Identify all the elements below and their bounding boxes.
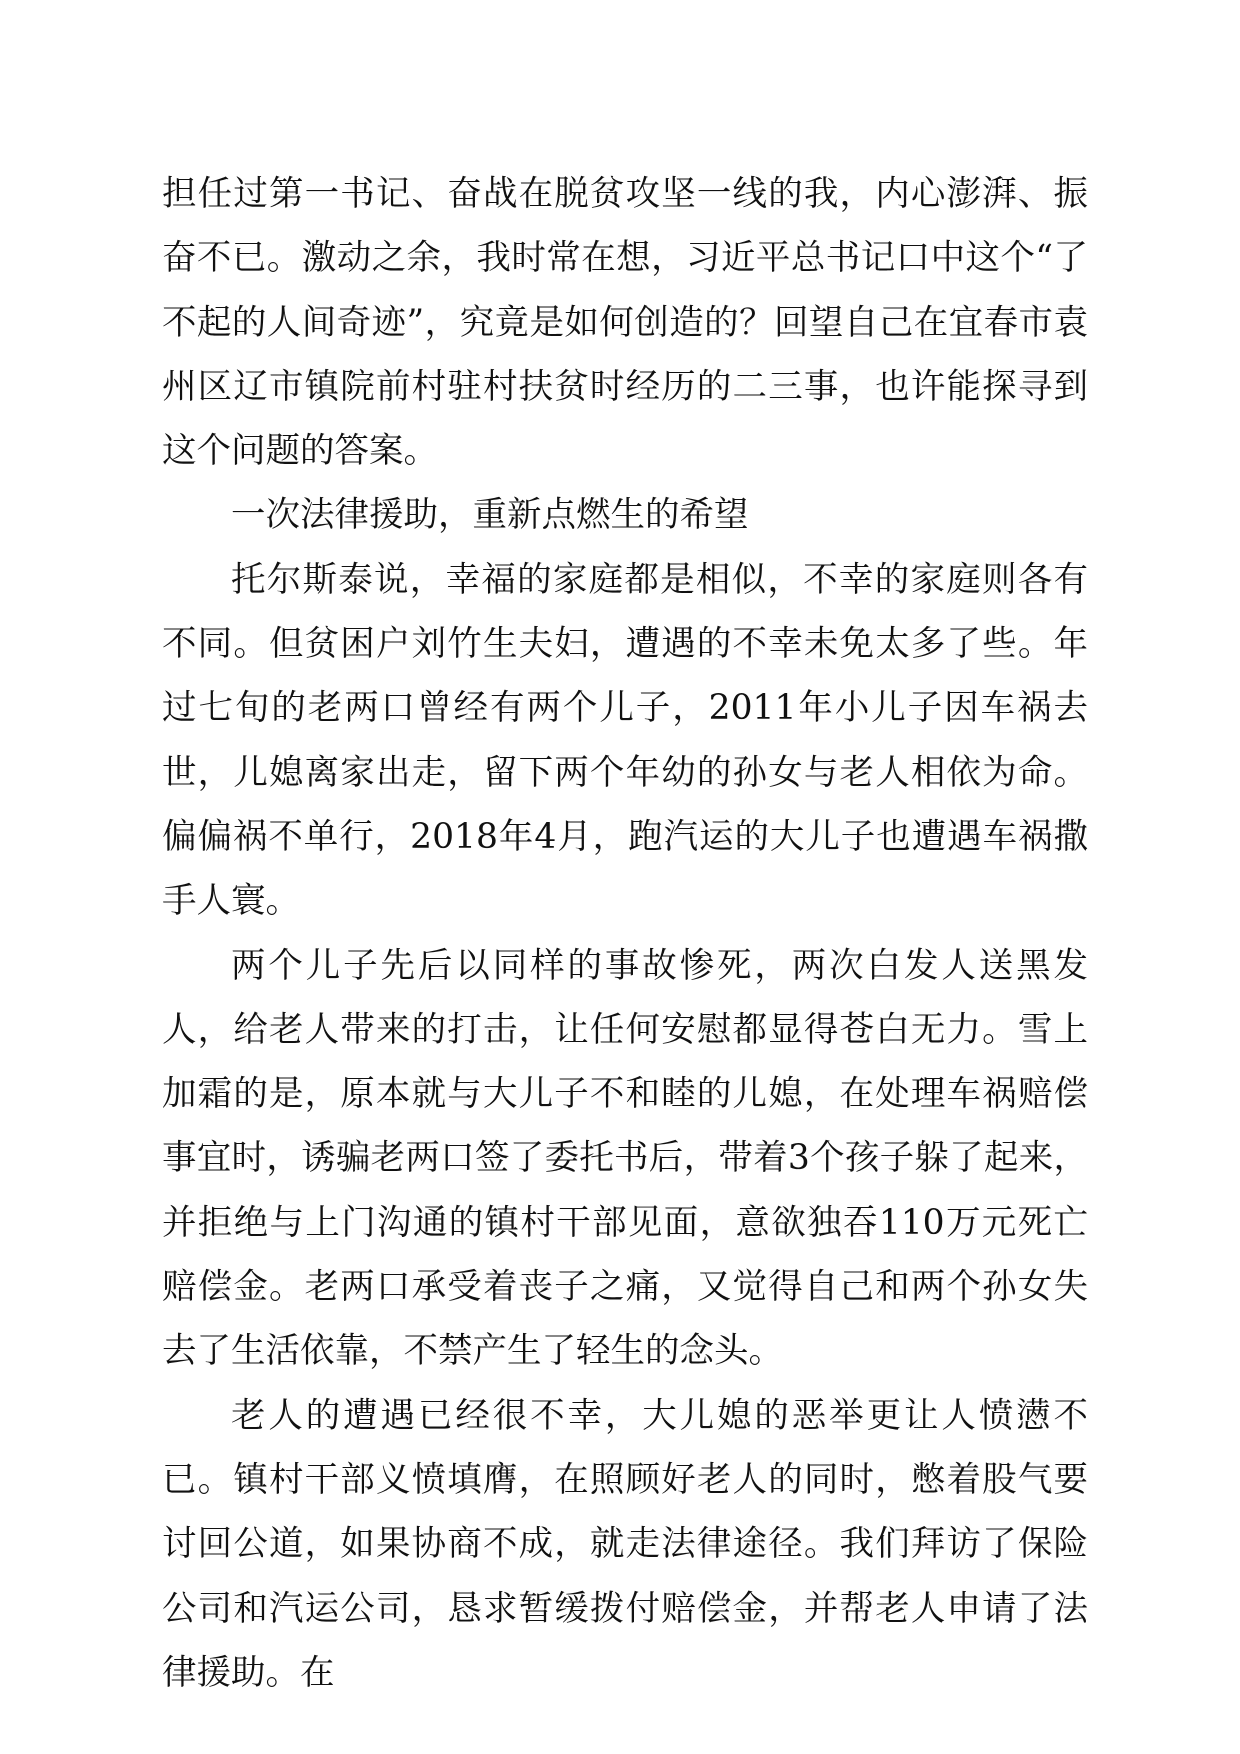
body-text — [162, 162, 1088, 1705]
paragraph-5: 老人的遭遇已经很不幸，大儿媳的恶举更让人愤懑不已。镇村干部义愤填膺，在照顾好老人的同时，憋着股气要讨回公道，如果协商不成，就走法律途径。我们拜访了保险公司和汽运公司，恳求暂缓拨付赔偿金，并帮老人申请了法律援助。在 — [162, 1395, 1088, 1693]
paragraph-1: 担任过第一书记、奋战在脱贫攻坚一线的我，内心澎湃、振奋不已。激动之余，我时常在想，习近平总书记口中这个“了不起的人间奇迹”，究竟是如何创造的？回望自己在宜春市袁州区辽市镇院前村驻村扶贫时经历的二三事，也许能探寻到这个问题的答案。 — [162, 174, 1088, 472]
paragraph-3: 托尔斯泰说，幸福的家庭都是相似，不幸的家庭则各有不同。但贫困户刘竹生夫妇，遭遇的不幸未免太多了些。年过七旬的老两口曾经有两个儿子，2011年小儿子因车祸去世，儿媳离家出走，留下两个年幼的孙女与老人相依为命。偏偏祸不单行，2018年4月，跑汽运的大儿子也遭遇车祸撒手人寰。 — [162, 559, 1088, 922]
section-heading: 一次法律援助，重新点燃生的希望 — [231, 495, 749, 536]
paragraph-4: 两个儿子先后以同样的事故惨死，两次白发人送黑发人，给老人带来的打击，让任何安慰都显得苍白无力。雪上加霜的是，原本就与大儿子不和睦的儿媳，在处理车祸赔偿事宜时，诱骗老两口签了委托书后，带着3个孩子躲了起来，并拒绝与上门沟通的镇村干部见面，意欲独吞110万元死亡赔偿金。老两口承受着丧子之痛，又觉得自己和两个孙女失去了生活依靠，不禁产生了轻生的念头。 — [162, 945, 1088, 1372]
